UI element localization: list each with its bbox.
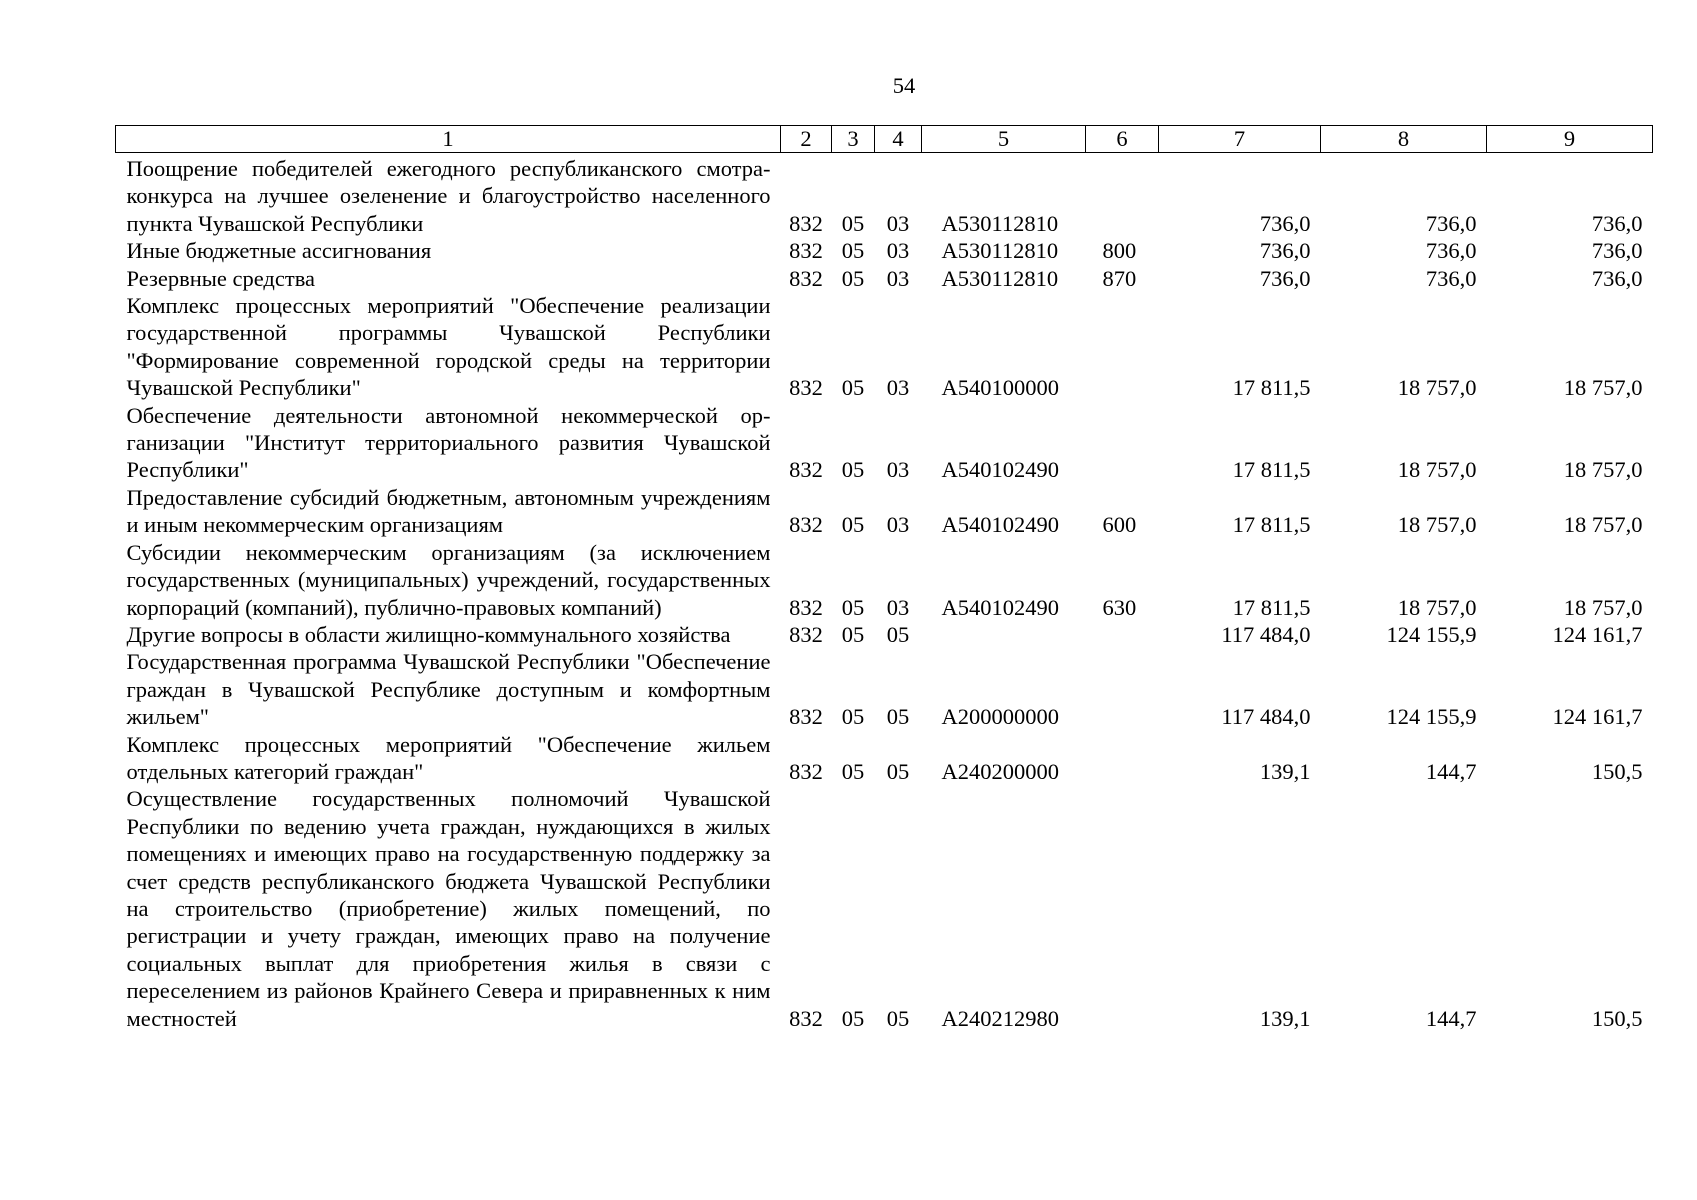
row-csr: А530112810 <box>941 210 1059 236</box>
row-vr <box>1086 153 1159 238</box>
row-csr: А540102490 <box>941 512 1059 538</box>
row-name: Обеспечение деятельности автономной некоммерческой организации "Институт территориального развития Чувашской Республики" <box>126 402 771 483</box>
row-gr: 832 <box>789 704 823 730</box>
column-header: 8 <box>1321 126 1487 153</box>
column-header: 9 <box>1487 126 1653 153</box>
row-name: Предоставление субсидий бюджетным, автономным учреждениям и иным некоммерческим организациям <box>126 484 771 538</box>
row-rz: 05 <box>841 265 865 291</box>
row-name: Резервные средства <box>126 265 316 291</box>
row-year2: 18 757,0 <box>1397 512 1477 538</box>
row-year2: 18 757,0 <box>1397 375 1477 401</box>
row-gr: 832 <box>789 594 823 620</box>
row-gr: 832 <box>789 375 823 401</box>
row-name: Комплекс процессных мероприятий "Обеспечение реализации государственной программы Чувашской Республики "Формирование современной городской среды на территории Чувашской Республики" <box>126 293 771 401</box>
row-rz: 05 <box>841 512 865 538</box>
row-year1: 139,1 <box>1259 1005 1311 1031</box>
table-header-row <box>116 126 1653 153</box>
row-year3: 150,5 <box>1591 758 1643 784</box>
row-year1: 17 811,5 <box>1232 457 1311 483</box>
row-pr: 05 <box>886 621 910 647</box>
row-pr: 05 <box>886 704 910 730</box>
row-csr <box>922 621 1086 648</box>
row-vr: 870 <box>1102 265 1137 291</box>
row-pr: 03 <box>886 210 910 236</box>
row-csr: А540102490 <box>941 457 1059 483</box>
row-csr: А540100000 <box>941 375 1059 401</box>
row-vr <box>1086 402 1159 484</box>
row-csr: А530112810 <box>941 238 1059 264</box>
row-csr: А240212980 <box>941 1005 1059 1031</box>
row-year1: 139,1 <box>1259 758 1311 784</box>
row-year2: 124 155,9 <box>1386 621 1477 647</box>
row-rz: 05 <box>841 1005 865 1031</box>
row-year3: 124 161,7 <box>1552 704 1643 730</box>
row-year1: 17 811,5 <box>1232 594 1311 620</box>
row-name: Другие вопросы в области жилищно-коммунального хозяйства <box>126 621 731 647</box>
row-name: Субсидии некоммерческим организациям (за исключением государственных (муниципальных) учреждений, государственных корпораций (компаний), публично-правовых компаний) <box>126 539 771 620</box>
row-gr: 832 <box>789 457 823 483</box>
column-header: 7 <box>1159 126 1321 153</box>
row-rz: 05 <box>841 210 865 236</box>
column-header: 6 <box>1086 126 1159 153</box>
row-year3: 736,0 <box>1591 265 1643 291</box>
row-vr <box>1086 785 1159 1032</box>
row-year1: 117 484,0 <box>1221 621 1311 647</box>
row-year2: 736,0 <box>1425 238 1477 264</box>
table-row <box>116 621 1653 648</box>
column-header: 2 <box>781 126 832 153</box>
table-row <box>116 292 1653 402</box>
table-row <box>116 484 1653 539</box>
row-rz: 05 <box>841 704 865 730</box>
row-vr <box>1086 731 1159 786</box>
row-csr: А240200000 <box>941 758 1059 784</box>
row-pr: 03 <box>886 457 910 483</box>
row-year3: 18 757,0 <box>1563 512 1643 538</box>
row-pr: 03 <box>886 238 910 264</box>
row-year1: 17 811,5 <box>1232 375 1311 401</box>
row-year2: 124 155,9 <box>1386 704 1477 730</box>
row-year1: 736,0 <box>1259 210 1311 236</box>
row-year3: 736,0 <box>1591 210 1643 236</box>
page-number: 54 <box>892 73 916 98</box>
table-row <box>116 731 1653 786</box>
column-header: 1 <box>116 126 781 153</box>
row-year3: 18 757,0 <box>1563 375 1643 401</box>
row-csr: А540102490 <box>941 594 1059 620</box>
row-year3: 736,0 <box>1591 238 1643 264</box>
row-year2: 18 757,0 <box>1397 457 1477 483</box>
row-vr: 600 <box>1102 512 1137 538</box>
row-name: Иные бюджетные ассигнования <box>126 238 432 264</box>
row-name: Государственная программа Чувашской Республики "Обеспечение граждан в Чувашской Республике доступным и комфортным жильем" <box>126 649 771 730</box>
row-rz: 05 <box>841 457 865 483</box>
row-rz: 05 <box>841 375 865 401</box>
row-rz: 05 <box>841 758 865 784</box>
row-year3: 18 757,0 <box>1563 457 1643 483</box>
row-gr: 832 <box>789 1005 823 1031</box>
row-year2: 144,7 <box>1425 1005 1477 1031</box>
column-header: 5 <box>922 126 1086 153</box>
row-year2: 144,7 <box>1425 758 1477 784</box>
table-row <box>116 153 1653 238</box>
row-rz: 05 <box>841 238 865 264</box>
row-vr: 800 <box>1102 238 1137 264</box>
row-year2: 736,0 <box>1425 210 1477 236</box>
row-gr: 832 <box>789 238 823 264</box>
row-rz: 05 <box>841 621 865 647</box>
row-vr <box>1086 621 1159 648</box>
row-pr: 03 <box>886 512 910 538</box>
row-name: Комплекс процессных мероприятий "Обеспечение жильем отдельных категорий граждан" <box>126 731 771 784</box>
table-row <box>116 237 1653 264</box>
column-header: 3 <box>832 126 875 153</box>
row-gr: 832 <box>789 265 823 291</box>
row-gr: 832 <box>789 512 823 538</box>
row-year2: 736,0 <box>1425 265 1477 291</box>
row-year3: 124 161,7 <box>1552 621 1643 647</box>
row-name: Осуществление государственных полномочий Чувашской Республики по ведению учета граждан, нуждающихся в жилых помещениях и имеющих право на государственную поддержку за счет средств республиканского бюджета Чувашской Республики на строительство (приобретение) жилых помещений, по регистрации и учету граждан, имеющих право на получение социальных выплат для приобретения жилья в связи с переселением из районов Крайнего Севера и приравненных к ним местностей <box>126 786 771 1031</box>
row-pr: 03 <box>886 594 910 620</box>
row-year3: 150,5 <box>1591 1005 1643 1031</box>
row-vr: 630 <box>1102 594 1137 620</box>
row-name: Поощрение победителей ежегодного республиканского смотра-конкурса на лучшее озеленение и благоустройство населенного пункта Чувашской Республики <box>126 156 771 236</box>
row-csr: А530112810 <box>941 265 1059 291</box>
row-vr <box>1086 292 1159 402</box>
row-pr: 05 <box>886 758 910 784</box>
row-gr: 832 <box>789 621 823 647</box>
table-row <box>116 539 1653 621</box>
row-pr: 03 <box>886 265 910 291</box>
row-pr: 05 <box>886 1005 910 1031</box>
column-header: 4 <box>875 126 922 153</box>
budget-table <box>115 125 1653 1032</box>
table-row <box>116 265 1653 292</box>
table-row <box>116 648 1653 730</box>
row-year1: 117 484,0 <box>1221 704 1311 730</box>
row-gr: 832 <box>789 758 823 784</box>
row-pr: 03 <box>886 375 910 401</box>
row-csr: А200000000 <box>941 704 1059 730</box>
row-vr <box>1086 648 1159 730</box>
row-year2: 18 757,0 <box>1397 594 1477 620</box>
row-year1: 17 811,5 <box>1232 512 1311 538</box>
row-year1: 736,0 <box>1259 265 1311 291</box>
row-year1: 736,0 <box>1259 238 1311 264</box>
row-rz: 05 <box>841 594 865 620</box>
table-row <box>116 785 1653 1032</box>
row-gr: 832 <box>789 210 823 236</box>
row-year3: 18 757,0 <box>1563 594 1643 620</box>
table-row <box>116 402 1653 484</box>
